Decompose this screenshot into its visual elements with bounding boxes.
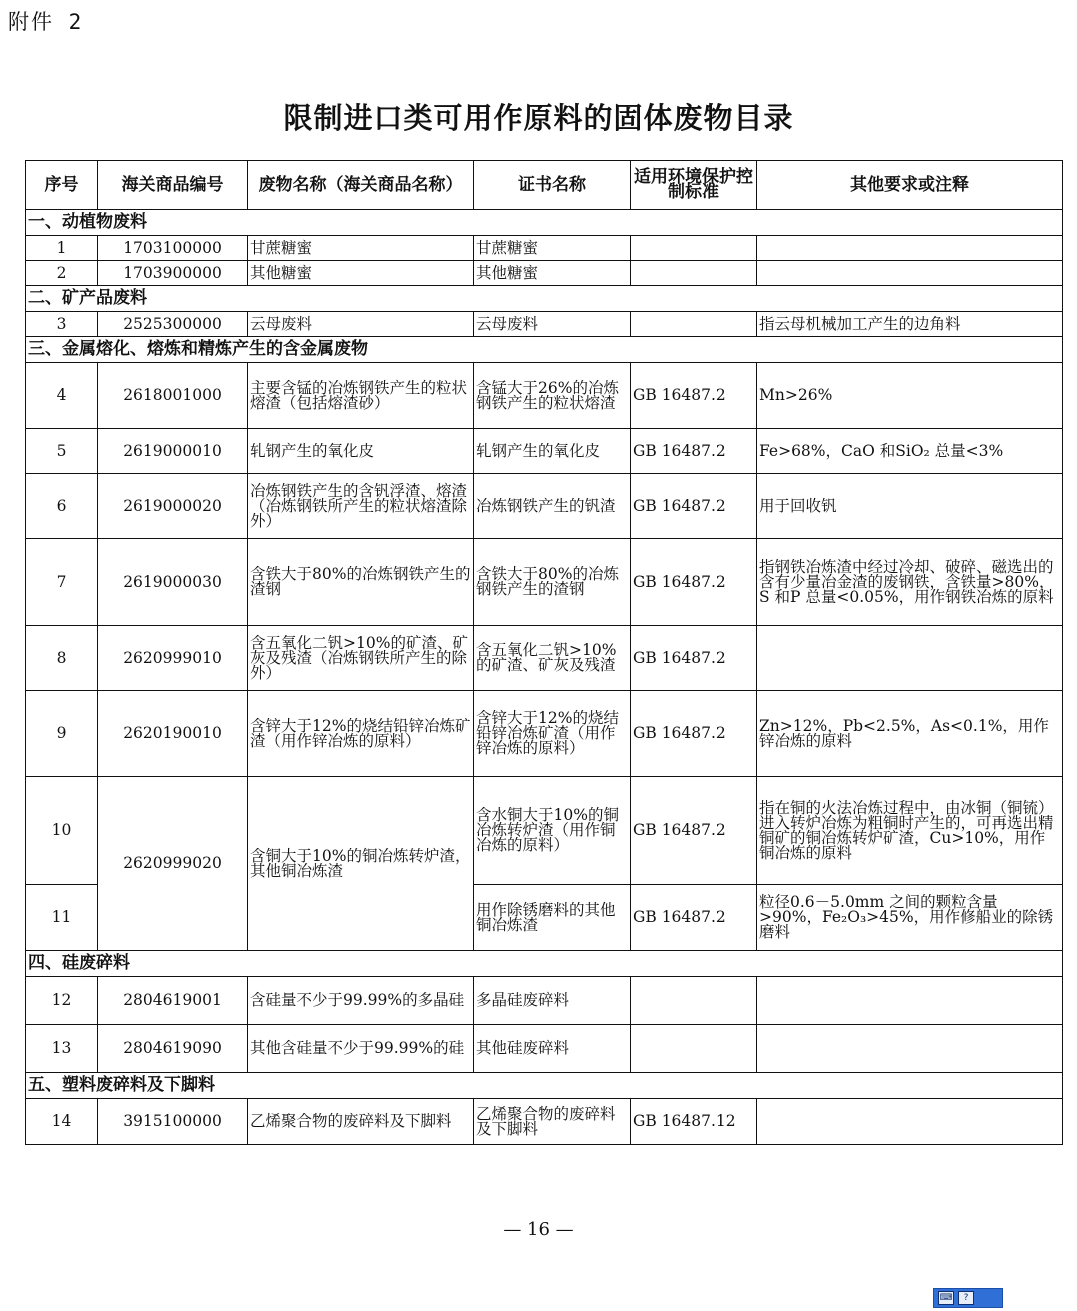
cell-note [757, 1099, 1063, 1145]
table-row [26, 539, 1063, 626]
cell-note: 粒径0.6－5.0mm 之间的颗粒含量>90%，Fe₂O₃>45%，用作修船业的除锈磨料 [757, 885, 1063, 951]
cell-cert: 乙烯聚合物的废碎料及下脚料 [474, 1099, 631, 1145]
cell-standard: GB 16487.2 [631, 777, 757, 885]
cell-code: 2804619001 [98, 977, 248, 1025]
keyboard-icon[interactable]: ⌨ [939, 1293, 953, 1303]
cell-name: 甘蔗糖蜜 [248, 236, 474, 261]
cell-no: 6 [26, 474, 98, 539]
header-no: 序号 [26, 161, 98, 210]
cell-name: 冶炼钢铁产生的含钒浮渣、熔渣（冶炼钢铁所产生的粒状熔渣除外） [248, 474, 474, 539]
cell-name: 云母废料 [248, 312, 474, 337]
cell-standard: GB 16487.2 [631, 539, 757, 626]
cell-name: 主要含锰的冶炼钢铁产生的粒状熔渣（包括熔渣砂） [248, 363, 474, 429]
header-note: 其他要求或注释 [757, 161, 1063, 210]
cell-no: 1 [26, 236, 98, 261]
cell-no: 12 [26, 977, 98, 1025]
cell-code: 2619000030 [98, 539, 248, 626]
table-row [26, 777, 1063, 885]
cell-no: 8 [26, 626, 98, 691]
cell-note [757, 261, 1063, 286]
cell-name: 含硅量不少于99.99%的多晶硅 [248, 977, 474, 1025]
cell-note [757, 1025, 1063, 1073]
cell-code: 2525300000 [98, 312, 248, 337]
cell-note [757, 977, 1063, 1025]
cell-no: 7 [26, 539, 98, 626]
cell-standard: GB 16487.2 [631, 691, 757, 777]
table-row [26, 261, 1063, 286]
cell-code: 3915100000 [98, 1099, 248, 1145]
section-title: 二、矿产品废料 [26, 286, 1063, 312]
cell-code: 2619000020 [98, 474, 248, 539]
cell-no: 3 [26, 312, 98, 337]
section-row [26, 210, 1063, 236]
table-row [26, 1099, 1063, 1145]
section-title: 五、塑料废碎料及下脚料 [26, 1073, 1063, 1099]
table-row [26, 977, 1063, 1025]
cell-standard: GB 16487.12 [631, 1099, 757, 1145]
cell-standard [631, 1025, 757, 1073]
cell-standard [631, 261, 757, 286]
cell-note: 指钢铁冶炼渣中经过冷却、破碎、磁选出的含有少量冶金渣的废钢铁，含铁量>80%，S 和P 总量<0.05%，用作钢铁冶炼的原料 [757, 539, 1063, 626]
cell-standard: GB 16487.2 [631, 626, 757, 691]
cell-standard [631, 312, 757, 337]
cell-note: Mn>26% [757, 363, 1063, 429]
waste-catalog-table [25, 160, 1063, 1145]
cell-cert: 含五氧化二钒>10%的矿渣、矿灰及残渣 [474, 626, 631, 691]
table-row [26, 1025, 1063, 1073]
table-row [26, 363, 1063, 429]
cell-note: 指云母机械加工产生的边角料 [757, 312, 1063, 337]
document-title: 限制进口类可用作原料的固体废物目录 [283, 101, 794, 135]
cell-note [757, 236, 1063, 261]
cell-code: 1703900000 [98, 261, 248, 286]
help-icon[interactable]: ? [958, 1291, 974, 1305]
cell-code: 2620190010 [98, 691, 248, 777]
cell-cert: 云母废料 [474, 312, 631, 337]
table-row [26, 474, 1063, 539]
cell-cert: 轧钢产生的氧化皮 [474, 429, 631, 474]
cell-no: 11 [26, 885, 98, 951]
header-cert: 证书名称 [474, 161, 631, 210]
cell-no: 5 [26, 429, 98, 474]
cell-code: 2804619090 [98, 1025, 248, 1073]
table-row [26, 429, 1063, 474]
cell-cert: 含锰大于26%的冶炼钢铁产生的粒状熔渣 [474, 363, 631, 429]
cell-code: 2620999010 [98, 626, 248, 691]
cell-no: 13 [26, 1025, 98, 1073]
table-row [26, 236, 1063, 261]
cell-note: Zn>12%，Pb<2.5%，As<0.1%，用作锌冶炼的原料 [757, 691, 1063, 777]
cell-name: 含铜大于10%的铜冶炼转炉渣，其他铜冶炼渣 [248, 777, 474, 951]
table-header-row [26, 161, 1063, 210]
cell-no: 10 [26, 777, 98, 885]
section-title: 一、动植物废料 [26, 210, 1063, 236]
section-row [26, 337, 1063, 363]
cell-note [757, 626, 1063, 691]
header-code: 海关商品编号 [98, 161, 248, 210]
cell-name: 含五氧化二钒>10%的矿渣、矿灰及残渣（冶炼钢铁所产生的除外） [248, 626, 474, 691]
cell-cert: 其他硅废碎料 [474, 1025, 631, 1073]
cell-name: 含锌大于12%的烧结铅锌冶炼矿渣（用作锌冶炼的原料） [248, 691, 474, 777]
cell-cert: 多晶硅废碎料 [474, 977, 631, 1025]
section-title: 四、硅废碎料 [26, 951, 1063, 977]
section-row [26, 951, 1063, 977]
cell-name: 其他含硅量不少于99.99%的硅 [248, 1025, 474, 1073]
cell-cert: 冶炼钢铁产生的钒渣 [474, 474, 631, 539]
cell-name: 轧钢产生的氧化皮 [248, 429, 474, 474]
cell-cert: 含铁大于80%的冶炼钢铁产生的渣钢 [474, 539, 631, 626]
cell-standard: GB 16487.2 [631, 474, 757, 539]
ime-toolbar[interactable] [933, 1288, 1003, 1308]
cell-note: 用于回收钒 [757, 474, 1063, 539]
cell-note: 指在铜的火法冶炼过程中，由冰铜（铜锍）进入转炉冶炼为粗铜时产生的，可再选出精铜矿的铜冶炼转炉矿渣，Cu>10%，用作铜冶炼的原料 [757, 777, 1063, 885]
cell-name: 其他糖蜜 [248, 261, 474, 286]
cell-cert: 含水铜大于10%的铜冶炼转炉渣（用作铜冶炼的原料） [474, 777, 631, 885]
cell-name: 乙烯聚合物的废碎料及下脚料 [248, 1099, 474, 1145]
table-row [26, 626, 1063, 691]
table-row [26, 312, 1063, 337]
page-number: — 16 — [503, 1219, 574, 1240]
cell-code: 2618001000 [98, 363, 248, 429]
cell-standard: GB 16487.2 [631, 885, 757, 951]
cell-standard: GB 16487.2 [631, 429, 757, 474]
cell-cert: 含锌大于12%的烧结铅锌冶炼矿渣（用作锌冶炼的原料） [474, 691, 631, 777]
cell-standard [631, 236, 757, 261]
cell-note: Fe>68%，CaO 和SiO₂ 总量<3% [757, 429, 1063, 474]
cell-cert: 用作除锈磨料的其他铜冶炼渣 [474, 885, 631, 951]
cell-no: 14 [26, 1099, 98, 1145]
section-row [26, 286, 1063, 312]
table-row [26, 691, 1063, 777]
attachment-label: 附件 2 [8, 10, 84, 34]
cell-code: 2620999020 [98, 777, 248, 951]
cell-name: 含铁大于80%的冶炼钢铁产生的渣钢 [248, 539, 474, 626]
cell-standard: GB 16487.2 [631, 363, 757, 429]
cell-standard [631, 977, 757, 1025]
cell-no: 4 [26, 363, 98, 429]
header-name: 废物名称（海关商品名称） [248, 161, 474, 210]
cell-cert: 其他糖蜜 [474, 261, 631, 286]
header-standard: 适用环境保护控制标准 [631, 161, 757, 210]
cell-code: 1703100000 [98, 236, 248, 261]
cell-no: 9 [26, 691, 98, 777]
cell-code: 2619000010 [98, 429, 248, 474]
section-title: 三、金属熔化、熔炼和精炼产生的含金属废物 [26, 337, 1063, 363]
section-row [26, 1073, 1063, 1099]
cell-cert: 甘蔗糖蜜 [474, 236, 631, 261]
cell-no: 2 [26, 261, 98, 286]
